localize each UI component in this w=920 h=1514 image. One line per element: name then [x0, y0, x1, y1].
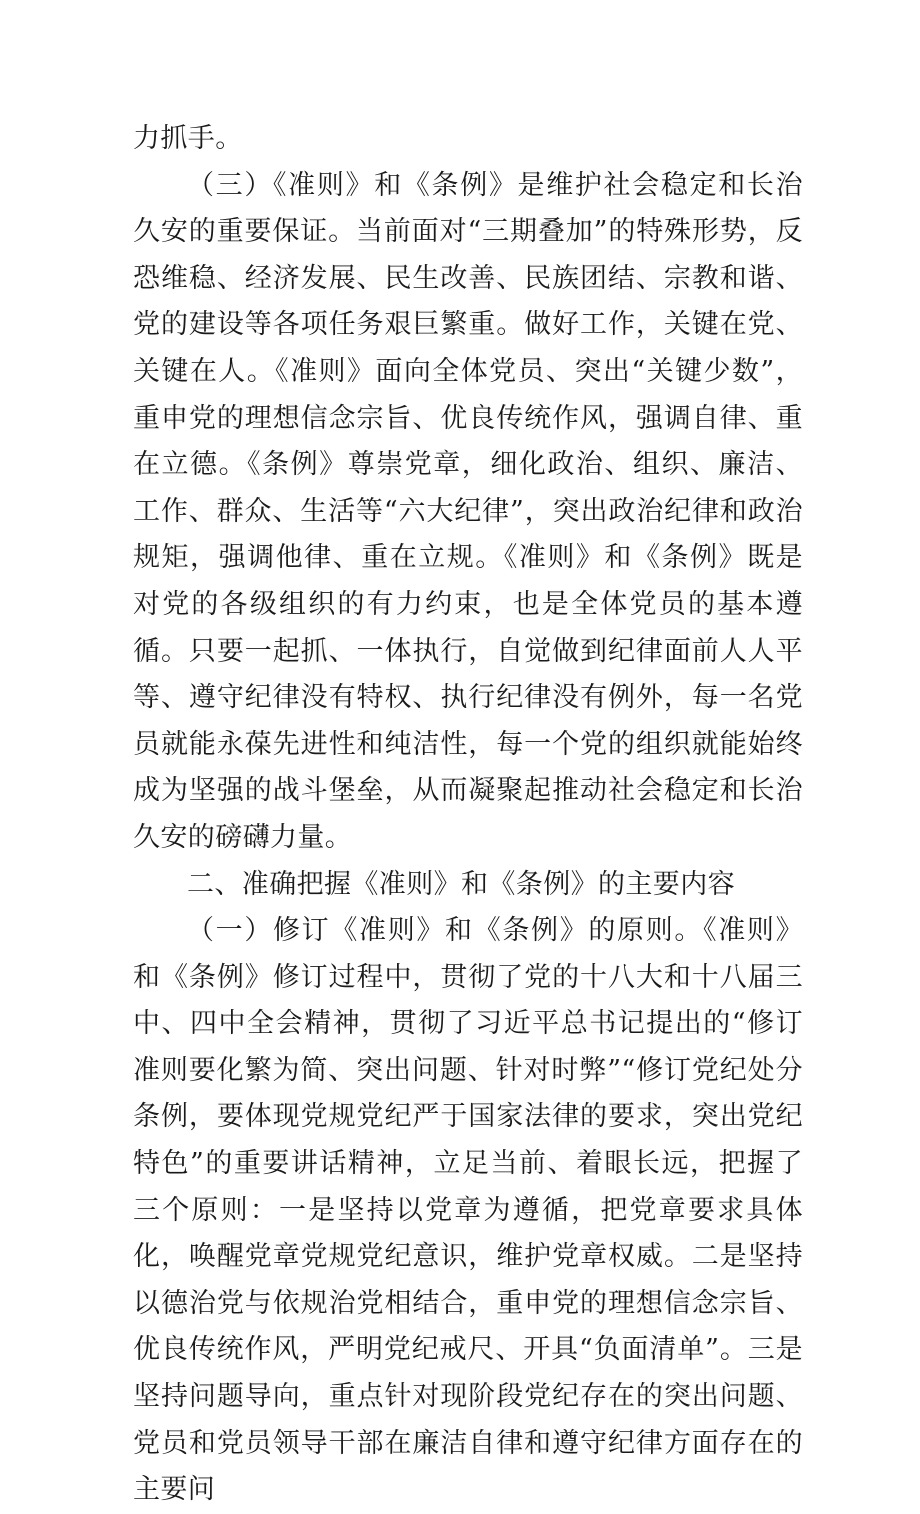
section-heading: 二、准确把握《准则》和《条例》的主要内容 [187, 868, 735, 900]
paragraph-section-one: （一）修订《准则》和《条例》的原则。《准则》和《条例》修订过程中，贯彻了党的十八大和十八届三中、四中全会精神，贯彻了习近平总书记提出的“修订准则要化繁为简、突出问题、针对时弊”“修订党纪处分条例，要体现党规党纪严于国家法律的要求，突出党纪特色”的重要讲话精神，立足当前、着眼长远，把握了三个原则：一是坚持以党章为遵循，把党章要求具体化，唤醒党章党规党纪意识，维护党章权威。二是坚持以德治党与依规治党相结合，重申党的理想信念宗旨、优良传统作风，严明党纪戒尺、开具“负面清单”。三是坚持问题导向，重点针对现阶段党纪存在的突出问题、党员和党员领导干部在廉洁自律和遵守纪律方面存在的主要问 [133, 915, 803, 1506]
paragraph-section-three: （三）《准则》和《条例》是维护社会稳定和长治久安的重要保证。当前面对“三期叠加”的特殊形势，反恐维稳、经济发展、民生改善、民族团结、宗教和谐、党的建设等各项任务艰巨繁重。做好工作，关键在党、关键在人。《准则》面向全体党员、突出“关键少数”，重申党的理想信念宗旨、优良传统作风，强调自律、重在立德。《条例》尊崇党章，细化政治、组织、廉洁、工作、群众、生活等“六大纪律”，突出政治纪律和政治规矩，强调他律、重在立规。《准则》和《条例》既是对党的各级组织的有力约束，也是全体党员的基本遵循。只要一起抓、一体执行，自觉做到纪律面前人人平等、遵守纪律没有特权、执行纪律没有例外，每一名党员就能永葆先进性和纯洁性，每一个党的组织就能始终成为坚强的战斗堡垒，从而凝聚起推动社会稳定和长治久安的磅礴力量。 [133, 169, 803, 853]
paragraph-continuation: 力抓手。 [133, 123, 243, 154]
document-body [133, 116, 803, 1514]
